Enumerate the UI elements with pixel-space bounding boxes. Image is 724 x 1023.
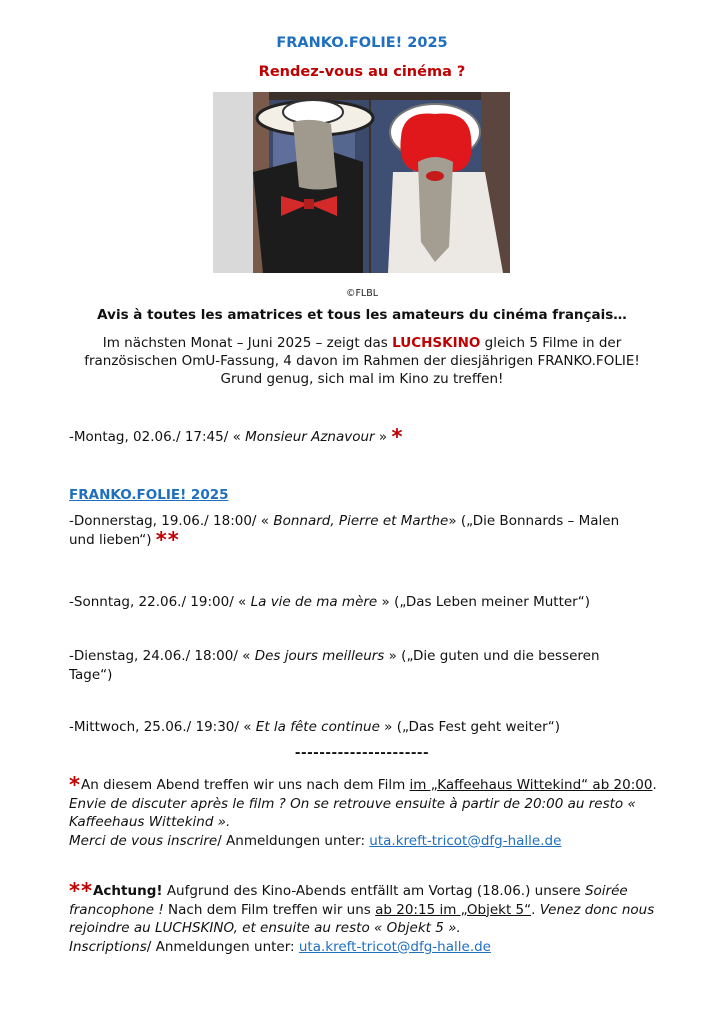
film-title: La vie de ma mère [250,594,378,610]
email-link[interactable]: uta.kreft-tricot@dfg-halle.de [369,832,562,849]
asterisk-marker: * [69,773,81,797]
cinema-name: LUCHSKINO [392,335,481,351]
french-invitation: Envie de discuter après le film ? On se retrouve ensuite à partir de 20:00 au resto « Kaffeehaus Wittekind ». [69,795,636,830]
screening-bonnard: -Donnerstag, 19.06./ 18:00/ « Bonnard, Pierre et Marthe» („Die Bonnards – Malen und lieben“) ** [69,513,620,552]
screening-et-la-fete-continue: -Mittwoch, 25.06./ 19:30/ « Et la fête continue » („Das Fest geht weiter“) [69,719,560,735]
separator-line: ---------------------- [294,745,430,761]
screening-la-vie-de-ma-mere: -Sonntag, 22.06./ 19:00/ « La vie de ma mère » („Das Leben meiner Mutter“) [69,594,590,610]
film-title: Bonnard, Pierre et Marthe [273,513,449,529]
meeting-place: im „Kaffeehaus Wittekind“ ab 20:00 [409,777,653,793]
soiree-label: Soirée francophone ! [69,883,628,918]
screening-monsieur-aznavour: -Montag, 02.06./ 17:45/ « Monsieur Aznavour » * [69,425,404,449]
page-title: FRANKO.FOLIE! 2025 [276,35,448,51]
meeting-place: ab 20:15 im „Objekt 5“ [375,901,532,918]
festival-heading: FRANKO.FOLIE! 2025 [69,487,229,503]
note-second-evening: **Achtung! Aufgrund des Kino-Abends entfällt am Vortag (18.06.) unsere Soirée francophone ! Nach dem Film treffen wir uns ab 20:15 im „Objekt 5“. Venez donc nous rejoindre au LUCHSKINO, et ensuite au resto « Objekt 5 ». Inscriptions/ Anmeldungen unter: uta.kreft-tricot@dfg-halle.de [69,879,655,955]
intro-line-1: Im nächsten Monat – Juni 2025 – zeigt das LUCHSKINO gleich 5 Filme in der [102,335,622,351]
email-link[interactable]: uta.kreft-tricot@dfg-halle.de [298,938,491,955]
note-first-evening: *An diesem Abend treffen wir uns nach dem Film im „Kaffeehaus Wittekind“ ab 20:00. Envie de discuter après le film ? On se retrouve ensuite à partir de 20:00 au resto « Kaffeehaus Wittekind ». Merci de vous inscrire/ Anmeldungen unter: uta.kreft-tricot@dfg-halle.de [69,773,657,849]
intro-line-3: Grund genug, sich mal im Kino zu treffen! [220,371,504,387]
double-asterisk-marker: ** [155,528,180,552]
film-title: Et la fête continue [255,719,380,735]
double-asterisk-marker: ** [69,879,93,903]
screening-des-jours-meilleurs: -Dienstag, 24.06./ 18:00/ « Des jours meilleurs » („Die guten und die besseren Tage“) [69,648,600,683]
asterisk-marker: * [391,425,404,449]
intro-paragraph [60,334,664,388]
achtung-label: Achtung! [92,883,163,899]
french-invitation: Venez donc nous rejoindre au LUCHSKINO, et ensuite au resto « Objekt 5 ». [69,901,655,936]
page-subtitle: Rendez-vous au cinéma ? [258,64,466,80]
cinema-photo [213,92,510,273]
film-title: Monsieur Aznavour [245,429,375,445]
intro-line-2: französischen OmU-Fassung, 4 davon im Rahmen der diesjährigen FRANKO.FOLIE! [84,353,640,369]
intro-headline: Avis à toutes les amatrices et tous les amateurs du cinéma français… [97,307,627,323]
photo-credit: ©FLBL [345,288,379,299]
film-title: Des jours meilleurs [254,648,385,664]
